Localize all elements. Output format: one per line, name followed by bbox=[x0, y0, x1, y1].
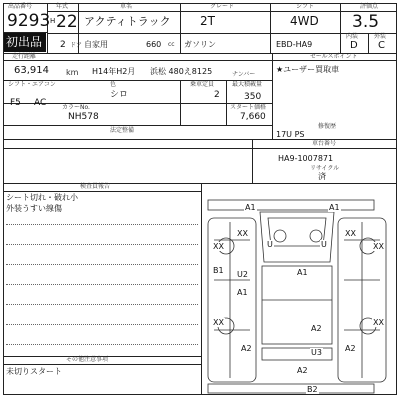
score-label: 評価点 bbox=[360, 3, 379, 10]
fuel-type: ガソリン bbox=[184, 40, 216, 49]
interior-label: 内装 bbox=[346, 33, 359, 40]
score: 3.5 bbox=[352, 12, 380, 32]
shift-aircon-label: シフト・エアコン bbox=[8, 81, 56, 88]
mileage: 63,914 bbox=[14, 65, 49, 76]
grade-label: グレード bbox=[210, 3, 235, 10]
lot-label: 出品番号 bbox=[8, 3, 33, 10]
inspection-date: H14年H2月 bbox=[92, 67, 136, 76]
frame-label: 車台番号 bbox=[312, 140, 337, 147]
door-count: 2 bbox=[60, 40, 66, 50]
damage-mark: A2 bbox=[345, 344, 356, 353]
first-registration-text: 初出品 bbox=[6, 35, 43, 49]
legal-maintenance-label: 法定整備 bbox=[110, 127, 135, 134]
exterior-label: 外装 bbox=[374, 33, 387, 40]
repair-label: 修復歴 bbox=[318, 123, 337, 130]
mileage-label: 走行距離 bbox=[12, 53, 37, 60]
damage-mark: XX bbox=[213, 318, 224, 327]
damage-mark: A1 bbox=[297, 268, 308, 277]
damage-mark: A1 bbox=[245, 203, 256, 212]
damage-mark: XX bbox=[373, 242, 384, 251]
mileage-unit: km bbox=[66, 68, 79, 77]
damage-mark: XX bbox=[345, 229, 356, 238]
color-label: 色 bbox=[110, 81, 117, 88]
year-era: H bbox=[50, 17, 56, 25]
use-type: 自家用 bbox=[84, 40, 108, 49]
damage-mark: U2 bbox=[237, 270, 248, 279]
inspector-label: 検査員報告 bbox=[80, 183, 111, 190]
aircon: AC bbox=[34, 98, 47, 108]
start-price: 7,660 bbox=[240, 112, 266, 122]
inspector-line-2: 外装うすい線傷 bbox=[6, 204, 62, 213]
damage-mark: A2 bbox=[297, 366, 308, 375]
exterior-grade: C bbox=[378, 40, 385, 51]
license-plate: 浜松 480え8125 bbox=[150, 67, 213, 76]
damage-mark: U bbox=[321, 240, 327, 249]
model-code: EBD-HA9 bbox=[276, 40, 313, 49]
features-text: ★ユーザー買取車 bbox=[276, 65, 340, 74]
grade: 2T bbox=[200, 14, 215, 28]
notes-label: その他注意事項 bbox=[66, 356, 109, 363]
color-no-label: カラーNo. bbox=[62, 104, 90, 111]
year-value: 22 bbox=[56, 12, 78, 32]
damage-mark: U bbox=[267, 240, 273, 249]
year-label: 年式 bbox=[56, 3, 69, 10]
displacement-unit: cc bbox=[168, 41, 175, 48]
plate-label: ナンバー bbox=[232, 71, 256, 78]
damage-mark: A1 bbox=[237, 288, 248, 297]
load-label: 最大積載量 bbox=[232, 81, 263, 88]
color-code: NH578 bbox=[68, 112, 99, 122]
price-label: スタート価格 bbox=[230, 104, 267, 111]
frame-number: HA9-1007871 bbox=[278, 154, 334, 163]
diagram-cab bbox=[260, 212, 334, 262]
car-name: アクティトラック bbox=[84, 15, 171, 28]
recycle-label: リサイクル bbox=[310, 165, 340, 172]
recycle-status: 済 bbox=[318, 172, 326, 181]
load-capacity: 350 bbox=[244, 92, 262, 102]
damage-mark: A2 bbox=[311, 324, 322, 333]
damage-mark: A2 bbox=[241, 344, 252, 353]
door-unit: ドア bbox=[70, 42, 82, 49]
lot-number: 9293 bbox=[7, 11, 51, 31]
diagram-front-strip bbox=[208, 200, 374, 210]
color: シロ bbox=[110, 90, 129, 100]
car-name-label: 車名 bbox=[120, 3, 133, 10]
capacity: 2 bbox=[214, 90, 220, 100]
shift-label: シフト bbox=[296, 3, 315, 10]
damage-mark: B2 bbox=[307, 385, 318, 394]
inspector-line-1: シート切れ・破れ小 bbox=[6, 193, 78, 202]
diagram-rear-strip bbox=[208, 384, 374, 393]
capacity-label: 乗車定員 bbox=[190, 81, 215, 88]
damage-mark: XX bbox=[373, 318, 384, 327]
damage-mark: B1 bbox=[213, 266, 224, 275]
damage-mark: U3 bbox=[311, 348, 322, 357]
displacement: 660 bbox=[146, 40, 162, 49]
damage-mark: XX bbox=[213, 242, 224, 251]
repair-hp: 17U PS bbox=[276, 130, 305, 139]
features-label: セールスポイント bbox=[310, 53, 358, 60]
damage-mark: XX bbox=[237, 229, 248, 238]
damage-mark: A1 bbox=[329, 203, 340, 212]
drive-type: 4WD bbox=[290, 14, 319, 28]
shift-type: F5 bbox=[10, 98, 21, 108]
notes-text: 未切りスタート bbox=[6, 367, 62, 376]
diagram-seat-l bbox=[274, 230, 286, 242]
interior-grade: D bbox=[350, 40, 358, 51]
